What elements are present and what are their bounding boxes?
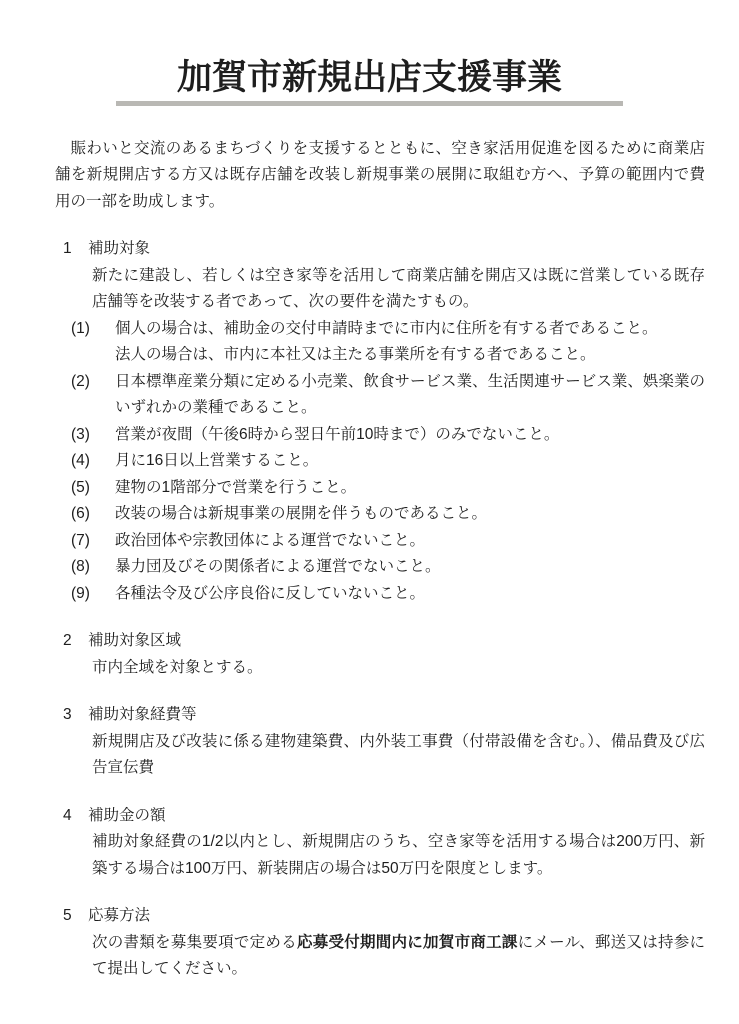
item-marker: (7)	[71, 531, 90, 549]
item-line: 個人の場合は、補助金の交付申請時までに市内に住所を有する者であること。	[115, 319, 658, 337]
item-line: 月に16日以上営業すること。	[115, 452, 319, 470]
section-hojo-taisho-kuiki	[63, 628, 705, 681]
section-body: 市内全域を対象とする。	[92, 658, 263, 676]
section-body: 新規開店及び改装に係る建物建築費、内外装工事費（付帯設備を含む。）、備品費及び広告宣伝費	[92, 732, 705, 777]
item-text	[115, 554, 705, 581]
item-text	[115, 528, 705, 555]
title-underline	[116, 101, 623, 106]
item-marker: (9)	[71, 584, 90, 602]
list-item	[71, 448, 705, 475]
list-item	[71, 554, 705, 581]
list-item	[71, 422, 705, 449]
section-hojo-taisho	[63, 236, 705, 607]
section-heading: 補助対象経費等	[88, 706, 197, 724]
item-text	[115, 316, 705, 369]
section-body: 補助対象経費の1/2以内とし、新規開店のうち、空き家等を活用する場合は200万円、新築する場合は100万円、新装開店の場合は50万円を限度とします。	[92, 833, 705, 877]
item-marker: (3)	[71, 425, 90, 443]
item-line: 法人の場合は、市内に本社又は主たる事業所を有する者であること。	[115, 346, 596, 364]
section-heading-row	[63, 702, 705, 729]
item-text	[115, 501, 705, 528]
requirements-list	[71, 316, 705, 608]
item-text	[115, 581, 705, 608]
section-heading: 補助金の額	[88, 806, 166, 824]
section-heading-row	[63, 803, 705, 830]
item-line: 営業が夜間（午後6時から翌日午前10時まで）のみでないこと。	[115, 425, 560, 443]
section-number: 3	[63, 706, 72, 724]
item-line: 各種法令及び公序良俗に反していないこと。	[115, 584, 426, 602]
item-marker: (4)	[71, 452, 90, 470]
section-heading: 補助対象区域	[88, 632, 182, 650]
item-text	[115, 448, 705, 475]
item-line: 建物の1階部分で営業を行うこと。	[115, 478, 357, 496]
item-line: 暴力団及びその関係者による運営でないこと。	[115, 558, 441, 576]
list-item	[71, 475, 705, 502]
section-number: 4	[63, 806, 72, 824]
list-item	[71, 501, 705, 528]
item-text	[115, 369, 705, 422]
section-number: 1	[63, 240, 72, 258]
body-text: にメール、郵送又は持参にて提出してください。	[92, 933, 705, 978]
item-marker: (8)	[71, 558, 90, 576]
title-block	[0, 56, 739, 106]
item-line: 改装の場合は新規事業の展開を伴うものであること。	[115, 505, 488, 523]
section-heading: 応募方法	[88, 907, 151, 925]
section-heading-row	[63, 628, 705, 655]
section-number: 5	[63, 907, 72, 925]
item-marker: (2)	[71, 372, 90, 390]
section-heading-row	[63, 236, 705, 263]
list-item	[71, 528, 705, 555]
section-hojokin-no-gaku	[63, 803, 705, 883]
list-item	[71, 369, 705, 422]
item-text	[115, 422, 705, 449]
item-line: 政治団体や宗教団体による運営でないこと。	[115, 531, 426, 549]
section-body	[92, 930, 705, 983]
intro-paragraph: 賑わいと交流のあるまちづくりを支援するとともに、空き家活用促進を図るために商業店舗を新規開店する方又は既存店舗を改装し新規事業の展開に取組む方へ、予算の範囲内で費用の一部を助成します。	[55, 139, 705, 210]
section-heading-row	[63, 903, 705, 930]
section-body: 新たに建設し、若しくは空き家等を活用して商業店舗を開店又は既に営業している既存店舗等を改装する者であって、次の要件を満たすもの。	[92, 266, 705, 311]
body-text: 次の書類を募集要項で定める	[92, 933, 297, 951]
body-text-bold: 応募受付期間内に加賀市商工課	[296, 933, 518, 951]
item-marker: (6)	[71, 505, 90, 523]
section-number: 2	[63, 632, 72, 650]
page-title: 加賀市新規出店支援事業	[176, 58, 562, 97]
list-item	[71, 316, 705, 369]
section-obo-hoho	[63, 903, 705, 983]
item-marker: (1)	[71, 319, 90, 337]
item-text	[115, 475, 705, 502]
section-hojo-taisho-keihi	[63, 702, 705, 782]
item-marker: (5)	[71, 478, 90, 496]
list-item	[71, 581, 705, 608]
section-heading: 補助対象	[88, 240, 151, 258]
item-line: 日本標準産業分類に定める小売業、飲食サービス業、生活関連サービス業、娯楽業のいずれかの業種であること。	[115, 372, 705, 417]
